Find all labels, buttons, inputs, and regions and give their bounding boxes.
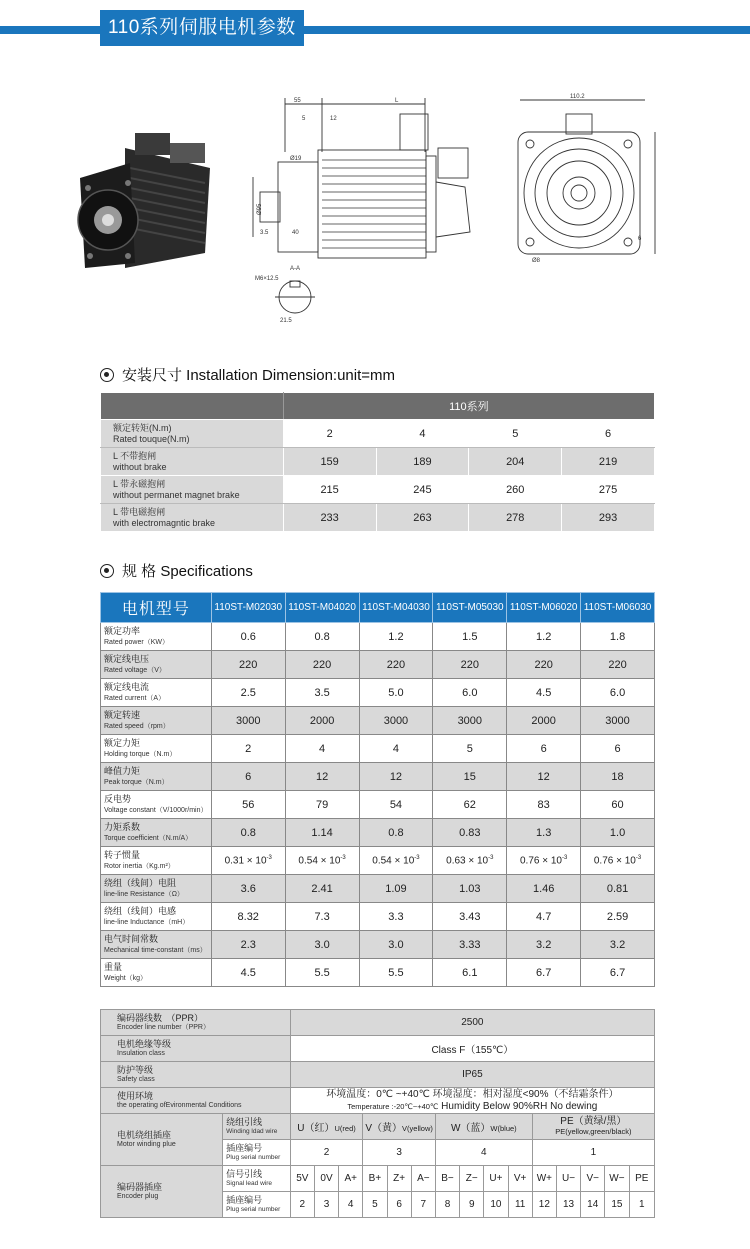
table-row <box>101 651 655 679</box>
spec-value: 54 <box>359 791 433 819</box>
spec-value: 12 <box>507 763 581 791</box>
spec-value: 2000 <box>507 707 581 735</box>
table-header-row <box>101 593 655 623</box>
dim-label: 55 <box>294 98 301 104</box>
spec-value: 60 <box>581 791 655 819</box>
pin-cell: 13 <box>556 1192 580 1218</box>
spec-label: 绕组（线间）电感 line-line Inductance（mH） <box>101 903 212 931</box>
table-row <box>101 959 655 987</box>
spec-value: 6 <box>211 763 285 791</box>
table-row: 插座编号 Plug serial number 2 3 4 1 <box>101 1140 655 1166</box>
spec-value: 2.3 <box>211 931 285 959</box>
model-name: 110ST-M05030 <box>433 593 507 623</box>
spec-label: 反电势 Voltage constant（V/1000r/min） <box>101 791 212 819</box>
signal-cell: W− <box>605 1166 629 1192</box>
table-row: L 带电磁抱闸 with electromagntic brake 233 263 278 293 <box>101 504 655 532</box>
spec-label: 额定力矩 Holding torque（N.m） <box>101 735 212 763</box>
electrical-info-table <box>100 1009 655 1218</box>
signal-cell: A+ <box>339 1166 363 1192</box>
install-dimension-table <box>100 392 655 532</box>
spec-value: 1.14 <box>285 819 359 847</box>
table-row <box>101 679 655 707</box>
spec-label: 峰值力矩 Peak torque（N.m） <box>101 763 212 791</box>
table-row <box>101 847 655 875</box>
spec-label: 额定线电压 Rated voltage（V） <box>101 651 212 679</box>
signal-cell: B− <box>435 1166 459 1192</box>
spec-value: $0.54 \times 10^{-3}$ <box>285 847 359 875</box>
spec-value: 1.8 <box>581 623 655 651</box>
spec-value: 4.5 <box>211 959 285 987</box>
signal-cell: 5V <box>290 1166 314 1192</box>
spec-value: 12 <box>359 763 433 791</box>
spec-label: 绕组（线间）电阻 line-line Resistance（Ω） <box>101 875 212 903</box>
spec-value: 2000 <box>285 707 359 735</box>
spec-value: 5.0 <box>359 679 433 707</box>
front-view-drawing <box>500 92 670 272</box>
dim-label: L <box>395 98 399 104</box>
table-row <box>101 791 655 819</box>
spec-value: $0.76 \times 10^{-3}$ <box>507 847 581 875</box>
install-heading: 安装尺寸 Installation Dimension:unit=mm <box>100 364 395 385</box>
pin-cell: 10 <box>484 1192 508 1218</box>
pin-cell: 8 <box>435 1192 459 1218</box>
spec-value: 220 <box>359 651 433 679</box>
spec-value: 5.5 <box>285 959 359 987</box>
spec-value: 3000 <box>433 707 507 735</box>
spec-value: 3.0 <box>285 931 359 959</box>
table-row: L 不带抱闸 without brake 159 189 204 219 <box>101 448 655 476</box>
spec-value: 3.5 <box>285 679 359 707</box>
signal-cell: PE <box>629 1166 654 1192</box>
pin-cell: 11 <box>508 1192 532 1218</box>
table-row <box>101 735 655 763</box>
spec-value: 220 <box>581 651 655 679</box>
pin-cell: 7 <box>411 1192 435 1218</box>
spec-value: 0.8 <box>285 623 359 651</box>
spec-value: $0.76 \times 10^{-3}$ <box>581 847 655 875</box>
spec-value: 6.0 <box>433 679 507 707</box>
spec-value: 83 <box>507 791 581 819</box>
dim-label: 6 <box>638 236 642 242</box>
signal-cell: A− <box>411 1166 435 1192</box>
spec-value: 0.8 <box>211 819 285 847</box>
table-row: 额定转矩(N.m) Rated touque(N.m) 2 4 5 6 <box>101 420 655 448</box>
model-label: 电机型号 <box>101 593 212 623</box>
spec-value: 7.3 <box>285 903 359 931</box>
pin-cell: 1 <box>629 1192 654 1218</box>
spec-value: $0.63 \times 10^{-3}$ <box>433 847 507 875</box>
pin-cell: 6 <box>387 1192 411 1218</box>
side-view-drawing <box>250 92 490 332</box>
spec-value: 3.33 <box>433 931 507 959</box>
spec-value: 3.2 <box>507 931 581 959</box>
signal-cell: V− <box>581 1166 605 1192</box>
model-name: 110ST-M06020 <box>507 593 581 623</box>
dim-label: Ø95 <box>257 203 263 215</box>
spec-value: 3.6 <box>211 875 285 903</box>
pin-cell: 15 <box>605 1192 629 1218</box>
spec-value: 2.59 <box>581 903 655 931</box>
bullet-icon <box>100 564 114 578</box>
bullet-icon <box>100 368 114 382</box>
table-row <box>101 707 655 735</box>
spec-value: 4.7 <box>507 903 581 931</box>
spec-heading: 规 格 Specifications <box>100 560 253 581</box>
spec-value: 8.32 <box>211 903 285 931</box>
dim-label: 12 <box>330 116 337 122</box>
pin-cell: 14 <box>581 1192 605 1218</box>
spec-value: 1.2 <box>507 623 581 651</box>
table-row <box>101 763 655 791</box>
signal-cell: B+ <box>363 1166 387 1192</box>
signal-cell: U− <box>556 1166 580 1192</box>
signal-cell: V+ <box>508 1166 532 1192</box>
spec-value: 1.0 <box>581 819 655 847</box>
spec-value: 6.0 <box>581 679 655 707</box>
dim-label: M6×12.5 <box>255 276 279 282</box>
spec-label: 力矩系数 Torque coefficient（N.m/A） <box>101 819 212 847</box>
spec-label: 电气时间常数 Mechanical time-constant（ms） <box>101 931 212 959</box>
pin-cell: 12 <box>532 1192 556 1218</box>
dim-label: 40 <box>292 230 299 236</box>
page-title: 110系列伺服电机参数 <box>100 10 304 46</box>
spec-value: 220 <box>285 651 359 679</box>
series-label: 110系列 <box>283 393 654 420</box>
dim-label: A-A <box>290 266 301 272</box>
spec-value: 4 <box>359 735 433 763</box>
spec-value: 5 <box>433 735 507 763</box>
dim-label: 3.5 <box>260 230 269 236</box>
spec-value: 220 <box>211 651 285 679</box>
spec-value: 220 <box>433 651 507 679</box>
spec-value: $0.54 \times 10^{-3}$ <box>359 847 433 875</box>
spec-value: 4 <box>285 735 359 763</box>
spec-value: 1.46 <box>507 875 581 903</box>
table-row <box>101 819 655 847</box>
table-row: 防护等级 Safety class IP65 <box>101 1062 655 1088</box>
pin-cell: 5 <box>363 1192 387 1218</box>
spec-value: 56 <box>211 791 285 819</box>
dim-label: Ø19 <box>290 156 302 162</box>
dim-label: 5 <box>302 116 306 122</box>
pin-cell: 9 <box>460 1192 484 1218</box>
spec-value: 1.09 <box>359 875 433 903</box>
signal-cell: Z+ <box>387 1166 411 1192</box>
spec-value: 79 <box>285 791 359 819</box>
model-name: 110ST-M06030 <box>581 593 655 623</box>
spec-value: 3.3 <box>359 903 433 931</box>
spec-value: 2.41 <box>285 875 359 903</box>
table-row <box>101 931 655 959</box>
spec-label: 重量 Weight（kg） <box>101 959 212 987</box>
spec-value: 12 <box>285 763 359 791</box>
spec-value: 6 <box>581 735 655 763</box>
table-row: 编码器插座 Encoder plug 信号引线 Signal lead wire 5V 0V A+ B+ Z+ A− B− Z− U+ V+ W+ U− V− W− PE <box>101 1166 655 1192</box>
table-row: 电机绕组插座 Motor winding plue 绕组引线 Winding ldad wire U（红）U(red) V（黄）V(yellow) W（蓝）W(blue) PE（黄绿/黑） PE(yellow,green/black) <box>101 1114 655 1140</box>
spec-value: 15 <box>433 763 507 791</box>
spec-value: 220 <box>507 651 581 679</box>
spec-value: 0.6 <box>211 623 285 651</box>
table-row: 插座编号 Plug serial number 2 3 4 5 6 7 8 9 10 11 12 13 14 15 1 <box>101 1192 655 1218</box>
spec-value: 1.3 <box>507 819 581 847</box>
spec-value: 3.43 <box>433 903 507 931</box>
signal-cell: U+ <box>484 1166 508 1192</box>
motor-photo <box>70 128 220 278</box>
model-name: 110ST-M04020 <box>285 593 359 623</box>
table-row <box>101 623 655 651</box>
spec-value: 4.5 <box>507 679 581 707</box>
table-row: 电机绝缘等级 Insulation class Class F（155℃） <box>101 1036 655 1062</box>
spec-value: 1.03 <box>433 875 507 903</box>
spec-value: 6.1 <box>433 959 507 987</box>
spec-value: 0.8 <box>359 819 433 847</box>
spec-value: 3000 <box>581 707 655 735</box>
table-row: L 带永磁抱闸 without permanet magnet brake 215 245 260 275 <box>101 476 655 504</box>
table-row: 使用环境 the operating ofEvironmental Conditions 环境温度：0℃ ~+40℃ 环境湿度：相对湿度<90%（不结霜条件） Temperature :-20℃~+40℃ Humidity Below 90%RH No dewing <box>101 1088 655 1114</box>
spec-value: 1.5 <box>433 623 507 651</box>
pin-cell: 3 <box>314 1192 338 1218</box>
pin-cell: 2 <box>290 1192 314 1218</box>
spec-label: 额定功率 Rated power（KW） <box>101 623 212 651</box>
spec-value: 62 <box>433 791 507 819</box>
table-row: 编码器线数 （PPR） Encoder line number（PPR） 2500 <box>101 1010 655 1036</box>
spec-value: 6 <box>507 735 581 763</box>
dim-label: 110.2 <box>570 94 585 100</box>
pin-cell: 4 <box>339 1192 363 1218</box>
model-name: 110ST-M04030 <box>359 593 433 623</box>
table-row <box>101 903 655 931</box>
spec-value: 3000 <box>359 707 433 735</box>
spec-value: 6.7 <box>581 959 655 987</box>
dim-label: 21.5 <box>280 318 292 324</box>
spec-value: 0.83 <box>433 819 507 847</box>
spec-value: 18 <box>581 763 655 791</box>
spec-value: 3.0 <box>359 931 433 959</box>
spec-label: 额定线电流 Rated current（A） <box>101 679 212 707</box>
spec-value: 3.2 <box>581 931 655 959</box>
spec-value: 6.7 <box>507 959 581 987</box>
spec-value: 5.5 <box>359 959 433 987</box>
spec-value: 1.2 <box>359 623 433 651</box>
spec-label: 额定转速 Rated speed（rpm） <box>101 707 212 735</box>
dim-label: Ø8 <box>532 258 541 264</box>
spec-value: 0.81 <box>581 875 655 903</box>
model-name: 110ST-M02030 <box>211 593 285 623</box>
spec-value: 2.5 <box>211 679 285 707</box>
spec-value: 2 <box>211 735 285 763</box>
signal-cell: Z− <box>460 1166 484 1192</box>
signal-cell: W+ <box>532 1166 556 1192</box>
signal-cell: 0V <box>314 1166 338 1192</box>
spec-table <box>100 592 655 987</box>
spec-label: 转子惯量 Rotor inertia（Kg.m²） <box>101 847 212 875</box>
spec-value: $0.31 \times 10^{-3}$ <box>211 847 285 875</box>
table-row <box>101 875 655 903</box>
spec-value: 3000 <box>211 707 285 735</box>
table-header-row <box>101 393 655 420</box>
